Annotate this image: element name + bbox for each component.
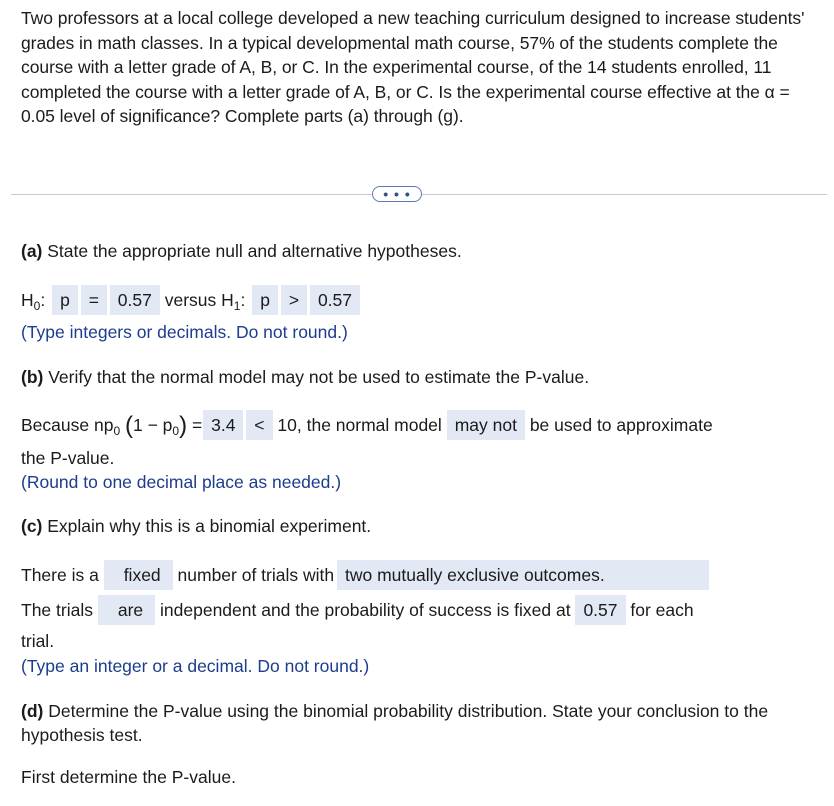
- binomial-condition-row-1: There is a fixed number of trials with two mutually exclusive outcomes.: [21, 560, 709, 590]
- h0-operator-answer[interactable]: =: [81, 285, 107, 315]
- part-b-label: (b): [21, 367, 44, 387]
- h1-operator-answer[interactable]: >: [281, 285, 307, 315]
- part-a-question: (a) State the appropriate null and alternative hypotheses.: [21, 241, 462, 261]
- part-d-question: (d) Determine the P-value using the binomial probability distribution. State your conclusion to the hypothesis test.: [21, 701, 769, 745]
- are-answer[interactable]: are: [98, 595, 155, 625]
- more-dots-icon: • • •: [383, 186, 411, 202]
- part-a-label: (a): [21, 241, 43, 261]
- h1-value-answer[interactable]: 0.57: [310, 285, 360, 315]
- part-d-label: (d): [21, 701, 44, 721]
- part-a-hint: (Type integers or decimals. Do not round.): [21, 322, 348, 342]
- hypotheses-row: $H_0$: p = 0.57 versus $H_1$: p > 0.57: [21, 285, 360, 321]
- part-b-hint: (Round to one decimal place as needed.): [21, 472, 342, 492]
- outcomes-answer[interactable]: two mutually exclusive outcomes.: [337, 560, 709, 590]
- binomial-condition-row-3: trial.: [21, 631, 55, 651]
- fixed-answer[interactable]: fixed: [104, 560, 173, 590]
- part-d-instruction: First determine the P-value.: [21, 767, 236, 787]
- part-c-label: (c): [21, 516, 43, 536]
- binomial-condition-row-2: The trials are independent and the probability of success is fixed at 0.57 for each: [21, 595, 694, 625]
- normal-check-row: Because $np_0$ $(1 - p_0) = 3.4 < 10$, the normal model may not be used to approximate: [21, 412, 713, 439]
- part-c-question: (c) Explain why this is a binomial experiment.: [21, 516, 372, 536]
- h0-value-answer[interactable]: 0.57: [110, 285, 160, 315]
- may-not-answer[interactable]: may not: [447, 410, 525, 440]
- part-c-hint: (Type an integer or a decimal. Do not round.): [21, 656, 370, 676]
- probability-answer[interactable]: 0.57: [575, 595, 625, 625]
- h1-parameter-answer[interactable]: p: [252, 285, 278, 315]
- comparison-operator-answer[interactable]: <: [246, 410, 272, 440]
- part-b-question: (b) Verify that the normal model may not be used to estimate the P-value.: [21, 367, 590, 387]
- problem-statement: Two professors at a local college developed a new teaching curriculum designed to increase students' grades in math classes. In a typical developmental math course, 57% of the students complete the course with a letter grade of A, B, or C. In the experimental course, of the 14 students enrolled, 11 completed the course with a letter grade of A, B, or C. Is the experimental course effective at the α = 0.05 level of significance? Complete parts (a) through (g).: [21, 8, 805, 127]
- expand-more-button[interactable]: [372, 186, 422, 202]
- npq-value-answer[interactable]: 3.4: [203, 410, 243, 440]
- h0-parameter-answer[interactable]: p: [52, 285, 78, 315]
- normal-check-row-continued: the P-value.: [21, 448, 115, 468]
